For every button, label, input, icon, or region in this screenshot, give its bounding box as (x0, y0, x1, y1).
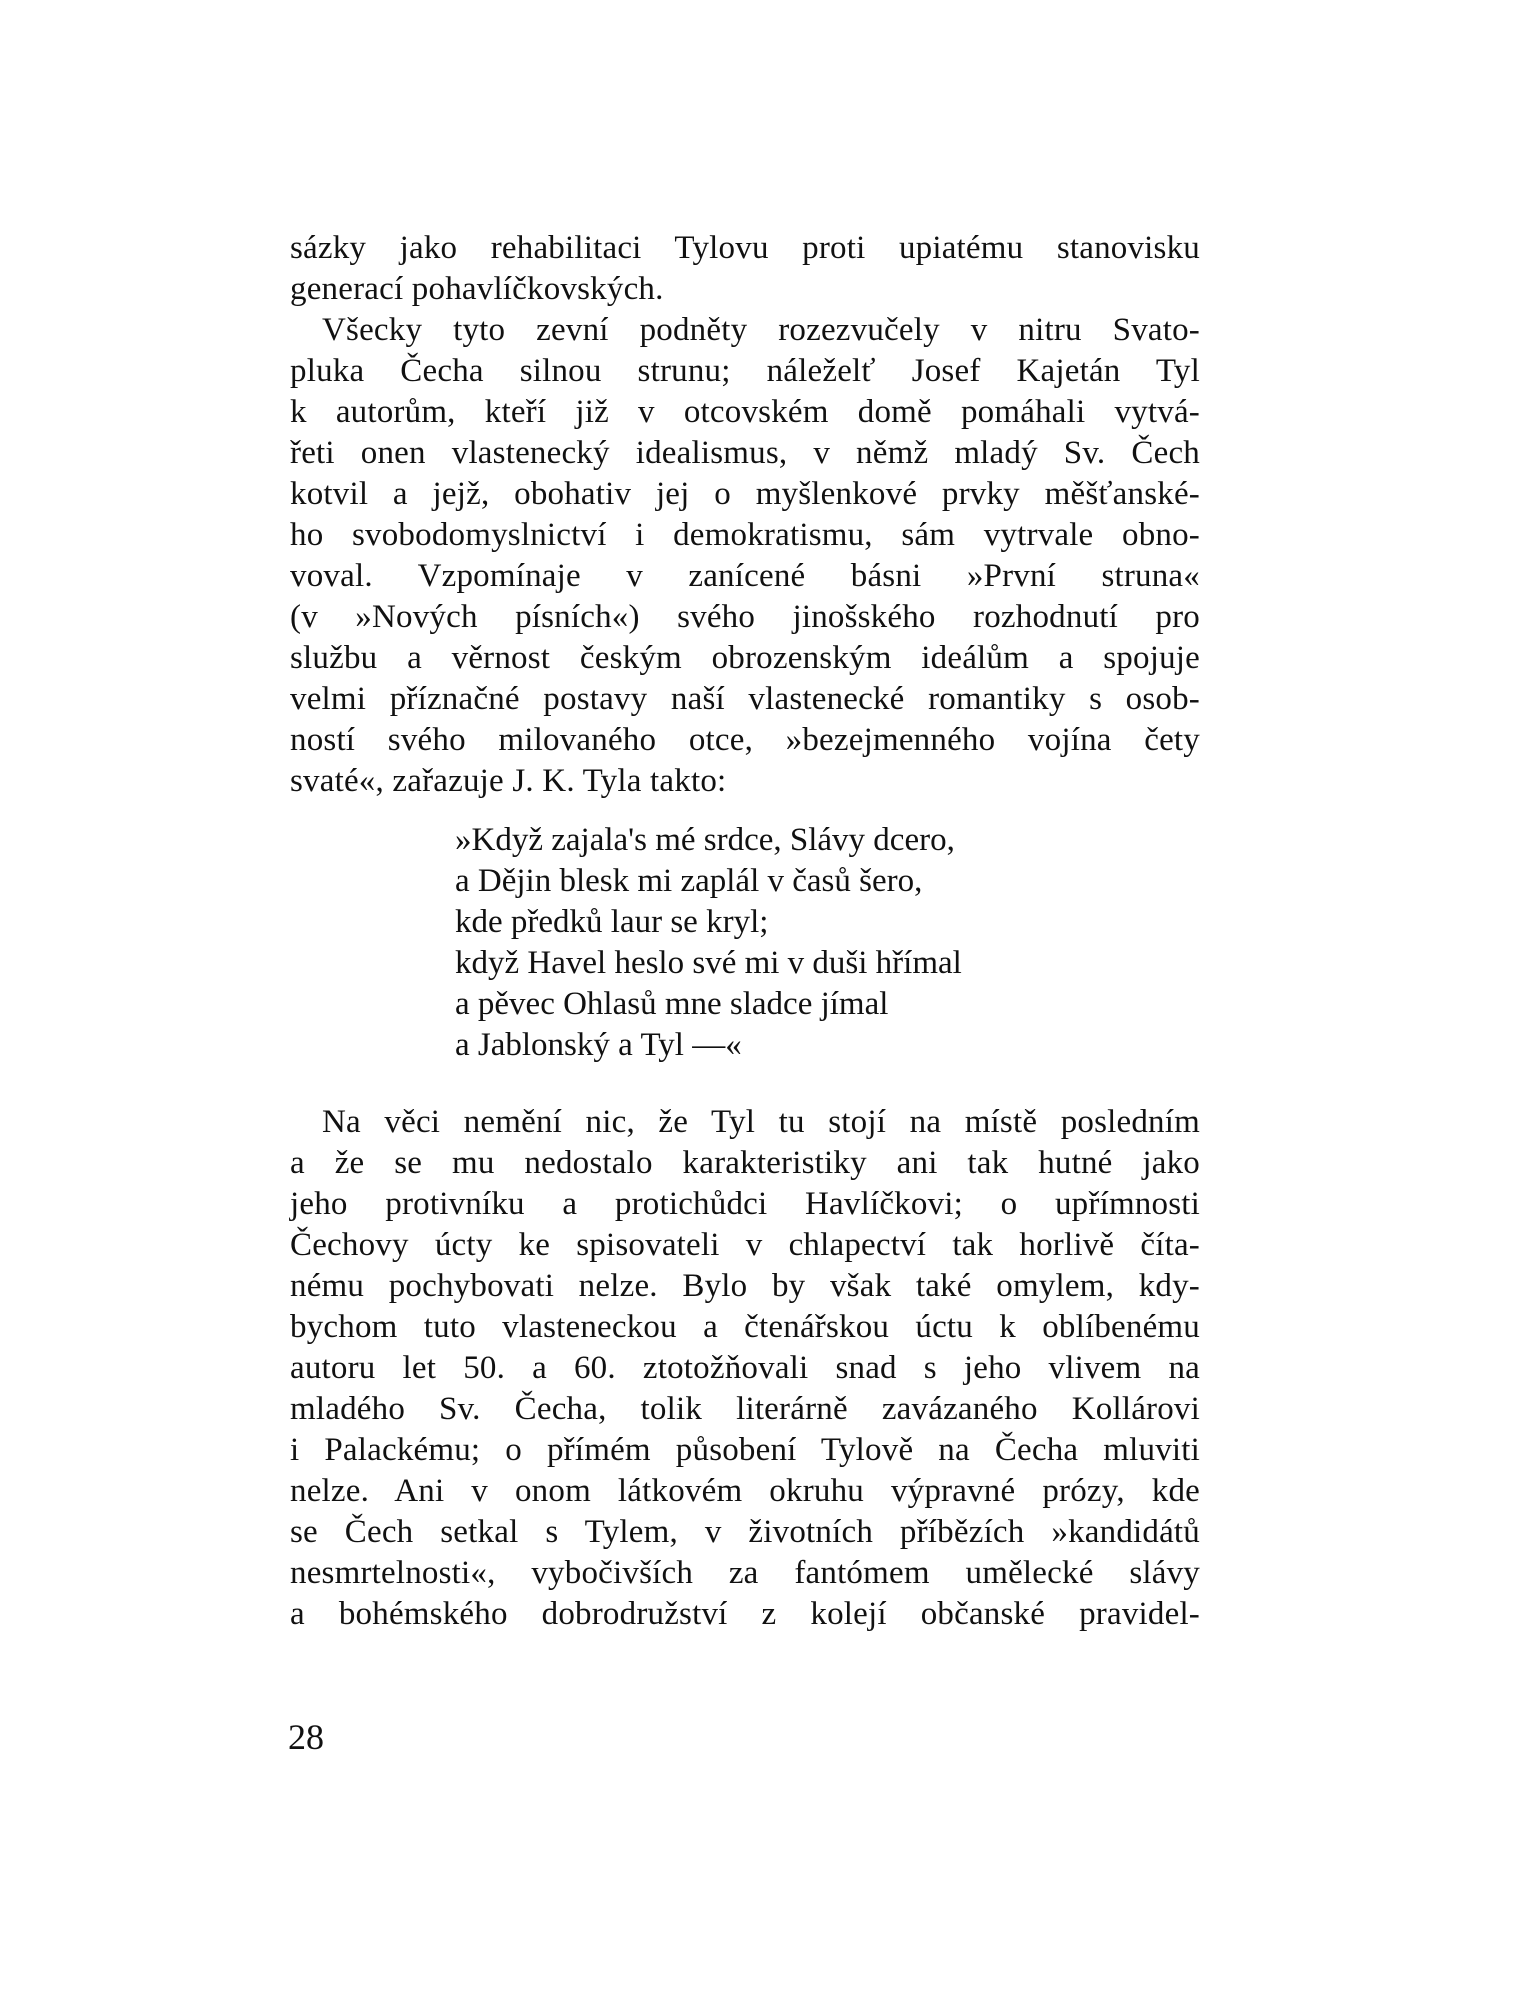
text-line: mladého Sv. Čecha, tolik literárně zavázaného Kollárovi (290, 1391, 1200, 1427)
text-line: ho svobodomyslnictví i demokratismu, sám vytrvale obno- (290, 517, 1200, 553)
lower-text-block (290, 1102, 1200, 1635)
text-line: Na věci nemění nic, že Tyl tu stojí na místě posledním (322, 1104, 1200, 1140)
text-line: nému pochybovati nelze. Bylo by však také omylem, kdy- (290, 1268, 1200, 1304)
text-line: jeho protivníku a protichůdci Havlíčkovi; o upřímnosti (290, 1186, 1200, 1222)
text-line: a že se mu nedostalo karakteristiky ani tak hutné jako (290, 1145, 1200, 1181)
text-line: a bohémského dobrodružství z kolejí občanské pravidel- (290, 1596, 1200, 1632)
poem-quotation (455, 820, 962, 1066)
text-line: se Čech setkal s Tylem, v životních příbězích »kandidátů (290, 1514, 1200, 1550)
text-line: generací pohavlíčkovských. (290, 271, 664, 307)
text-line: k autorům, kteří již v otcovském domě pomáhali vytvá- (290, 394, 1200, 430)
verse-line: a pěvec Ohlasů mne sladce jímal (455, 986, 889, 1022)
text-line: i Palackému; o přímém působení Tylově na Čecha mluviti (290, 1432, 1200, 1468)
page-number: 28 (288, 1717, 324, 1757)
verse-line: kde předků laur se kryl; (455, 904, 769, 940)
verse-line: a Jablonský a Tyl —« (455, 1027, 742, 1063)
verse-line: a Dějin blesk mi zaplál v časů šero, (455, 863, 923, 899)
text-line: nelze. Ani v onom látkovém okruhu výpravné prózy, kde (290, 1473, 1200, 1509)
verse-line: když Havel heslo své mi v duši hřímal (455, 945, 962, 981)
text-line: nesmrtelnosti«, vybočivších za fantómem umělecké slávy (290, 1555, 1200, 1591)
text-line: autoru let 50. a 60. ztotožňovali snad s jeho vlivem na (290, 1350, 1200, 1386)
text-line: bychom tuto vlasteneckou a čtenářskou úctu k oblíbenému (290, 1309, 1200, 1345)
text-line: ností svého milovaného otce, »bezejmenného vojína čety (290, 722, 1200, 758)
text-line: Čechovy úcty ke spisovateli v chlapectví tak horlivě číta- (290, 1227, 1200, 1263)
text-line: službu a věrnost českým obrozenským ideálům a spojuje (290, 640, 1200, 676)
text-line: řeti onen vlastenecký idealismus, v němž mladý Sv. Čech (290, 435, 1200, 471)
text-line: Všecky tyto zevní podněty rozezvučely v nitru Svato- (322, 312, 1200, 348)
text-line: pluka Čecha silnou strunu; náleželť Josef Kajetán Tyl (290, 353, 1200, 389)
text-line: kotvil a jejž, obohativ jej o myšlenkové prvky měšťanské- (290, 476, 1200, 512)
text-line: sázky jako rehabilitaci Tylovu proti upiatému stanovisku (290, 230, 1200, 266)
text-line: svaté«, zařazuje J. K. Tyla takto: (290, 763, 727, 799)
upper-text-block (290, 228, 1200, 802)
text-line: velmi příznačné postavy naší vlastenecké romantiky s osob- (290, 681, 1200, 717)
text-line: (v »Nových písních«) svého jinošského rozhodnutí pro (290, 599, 1200, 635)
verse-line: »Když zajala's mé srdce, Slávy dcero, (455, 822, 955, 858)
text-line: voval. Vzpomínaje v zanícené básni »První struna« (290, 558, 1200, 594)
